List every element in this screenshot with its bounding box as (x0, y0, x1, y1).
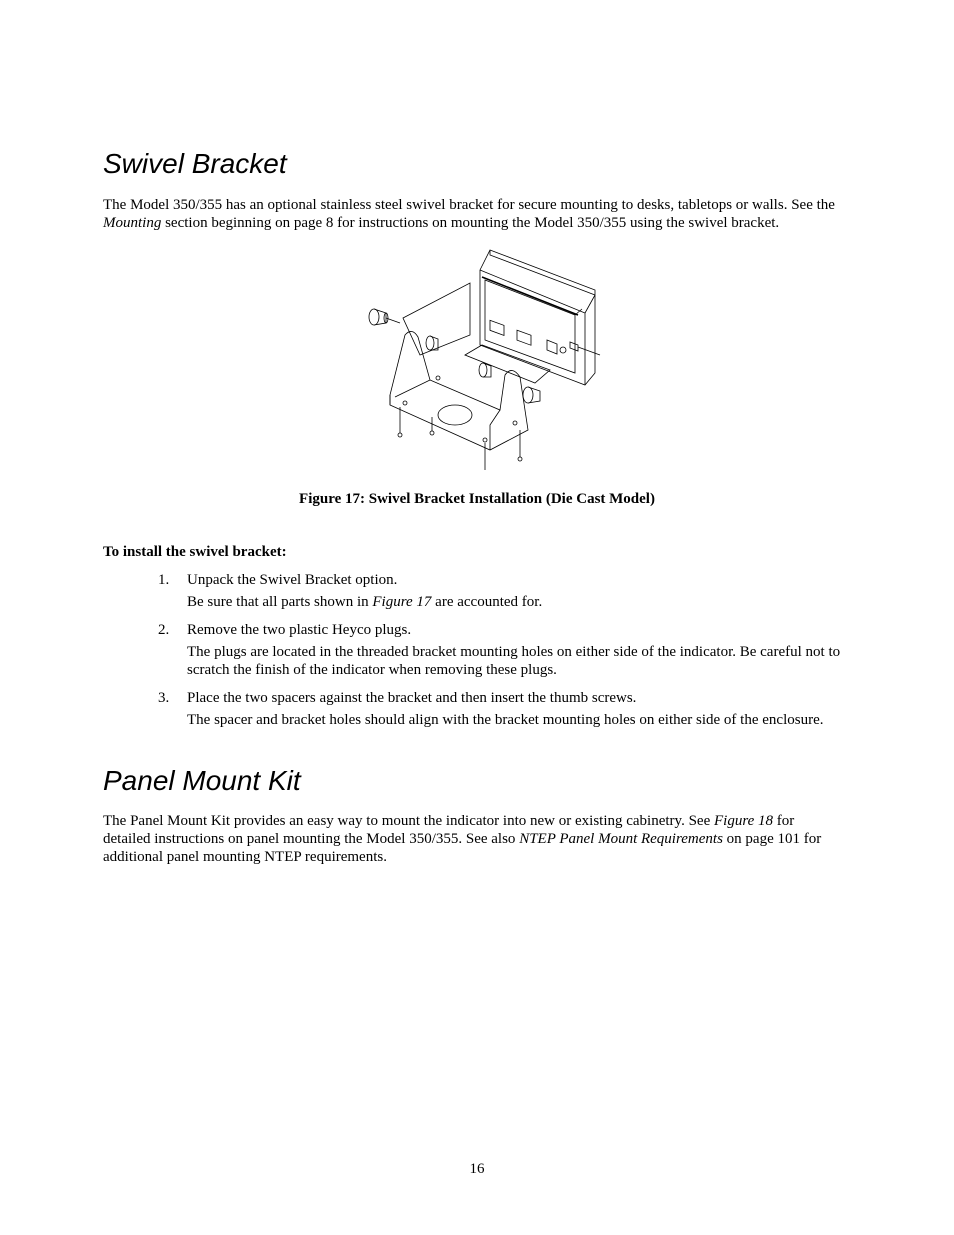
section-heading-swivel-bracket: Swivel Bracket (103, 148, 287, 179)
page-number: 16 (469, 1161, 485, 1177)
left-pane (403, 283, 470, 355)
swivel-bracket-illustration (360, 245, 610, 470)
intro-text-cont: for detailed instructions on panel mounting the Model 350/355. See also (103, 813, 795, 847)
step-number: 1. (158, 572, 170, 588)
intro-text-cont: section beginning on page 8 for instructions on mounting the Model 350/355 using the swivel bracket. (161, 215, 780, 231)
ntep-reference: NTEP Panel Mount Requirements (519, 831, 723, 847)
indicator-housing (480, 250, 600, 385)
right-pane (465, 345, 550, 383)
swivel-intro-paragraph (103, 196, 863, 232)
detail-text: Be sure that all parts shown in (187, 594, 373, 610)
detail-text-cont: are accounted for. (431, 594, 543, 610)
panel-intro-paragraph (103, 812, 833, 866)
mounting-screws (398, 407, 522, 470)
figure-17-reference: Figure 17 (372, 594, 432, 610)
intro-text: The Model 350/355 has an optional stainless steel swivel bracket for secure mounting to desks, tabletops or walls. See the (103, 197, 835, 213)
figure-17-caption: Figure 17: Swivel Bracket Installation (Die Cast Model) (299, 491, 655, 507)
thumb-screw-left (369, 309, 400, 325)
step-number: 3. (158, 690, 170, 706)
thumb-screw-right (523, 387, 540, 403)
bracket (390, 331, 528, 450)
step-detail: The spacer and bracket holes should align with the bracket mounting holes on either side of the enclosure. (187, 712, 824, 728)
step-number: 2. (158, 622, 170, 638)
intro-text-end: on page 101 for additional panel mounting NTEP requirements. (103, 831, 822, 865)
figure-18-reference: Figure 18 (713, 813, 774, 829)
step-text: Unpack the Swivel Bracket option. (187, 572, 398, 588)
step-text: Place the two spacers against the bracket and then insert the thumb screws. (187, 690, 637, 706)
procedure-title: To install the swivel bracket: (103, 544, 287, 560)
spacer-left (426, 336, 438, 350)
step-detail: The plugs are located in the threaded bracket mounting holes on either side of the indicator. Be careful not to scratch the finish of the indicator when removing these plugs. (187, 644, 841, 678)
step-text: Remove the two plastic Heyco plugs. (187, 622, 412, 638)
step-detail (187, 593, 857, 611)
intro-text: The Panel Mount Kit provides an easy way to mount the indicator into new or existing cabinetry. See (103, 813, 714, 829)
spacer-right (479, 363, 491, 377)
mounting-reference: Mounting (103, 215, 162, 231)
section-heading-panel-mount-kit: Panel Mount Kit (103, 765, 301, 796)
